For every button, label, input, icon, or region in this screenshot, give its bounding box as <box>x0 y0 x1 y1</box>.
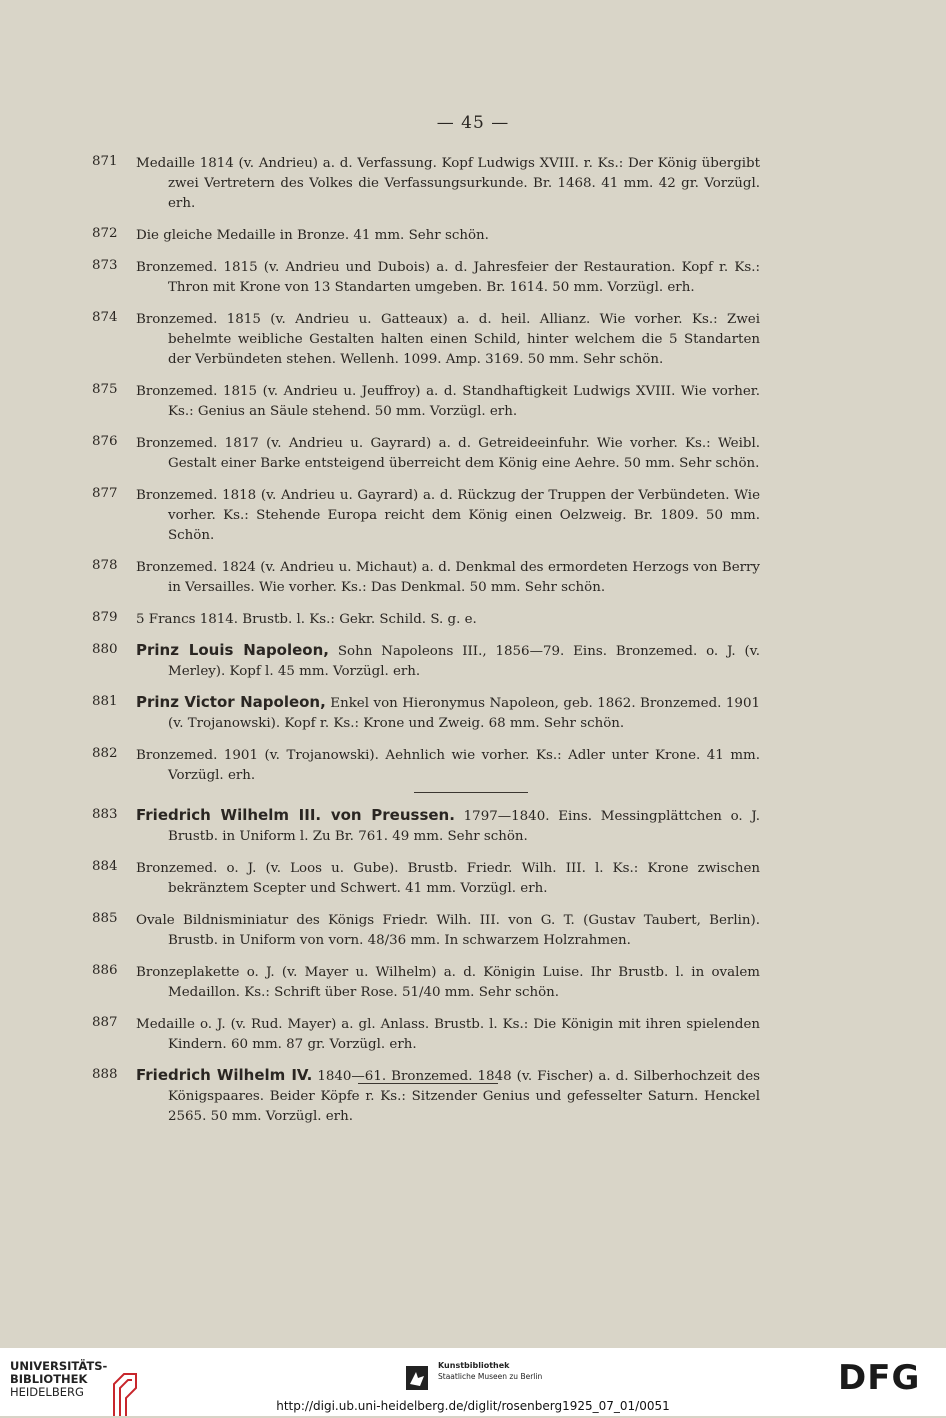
entry-heading: Friedrich Wilhelm III. von Preussen. <box>136 806 455 824</box>
entry-number: 888 <box>92 1067 118 1082</box>
catalog-entry <box>92 640 760 682</box>
entry-text: 1797—1840. Eins. Messingplättchen o. J. Brustb. in Uniform l. Zu Br. 761. 49 mm. Sehr schön. <box>168 809 760 844</box>
entry-text: Bronzeplakette o. J. (v. Mayer u. Wilhelm) a. d. Königin Luise. Ihr Brustb. l. in ovalem Medaillon. Ks.: Schrift über Rose. 51/40 mm. Sehr schön. <box>136 965 760 1000</box>
entry-number: 879 <box>92 610 118 625</box>
entry-number: 877 <box>92 486 118 501</box>
entry-text: Bronzemed. 1824 (v. Andrieu u. Michaut) a. d. Denkmal des ermordeten Herzogs von Berry in Versailles. Wie vorher. Ks.: Das Denkmal. 50 mm. Sehr schön. <box>136 560 760 595</box>
entry-heading: Prinz Louis Napoleon, <box>136 641 329 659</box>
entry-text: Bronzemed. 1818 (v. Andrieu u. Gayrard) a. d. Rückzug der Truppen der Verbündeten. Wie vorher. Ks.: Stehende Europa reicht dem König einen Oelzweig. Br. 1809. 50 mm. Schön. <box>136 488 760 543</box>
entry-number: 876 <box>92 434 118 449</box>
entry-number: 872 <box>92 226 118 241</box>
catalog-entry <box>92 224 760 246</box>
entry-number: 884 <box>92 859 118 874</box>
entry-heading: Friedrich Wilhelm IV. <box>136 1066 313 1084</box>
page-number: — 45 — <box>436 113 510 133</box>
entry-number: 885 <box>92 911 118 926</box>
entry-text: Sohn Napoleons III., 1856—79. Eins. Bronzemed. o. J. (v. Merley). Kopf l. 45 mm. Vorzügl. erh. <box>168 644 761 679</box>
entry-number: 874 <box>92 310 118 325</box>
kunstbibliothek-mark-icon <box>404 1364 430 1392</box>
catalog-entry <box>92 432 760 474</box>
catalog-entry <box>92 152 760 214</box>
entry-number: 887 <box>92 1015 118 1030</box>
ub-logo-line: UNIVERSITÄTS- <box>10 1359 108 1373</box>
catalog-entry <box>92 556 760 598</box>
catalog-entry <box>92 308 760 370</box>
entry-text: Die gleiche Medaille in Bronze. 41 mm. Sehr schön. <box>136 228 489 243</box>
entry-number: 875 <box>92 382 118 397</box>
entry-text: Ovale Bildnisminiatur des Königs Friedr. Wilh. III. von G. T. (Gustav Taubert, Berlin). Brustb. in Uniform von vorn. 48/36 mm. In schwarzem Holzrahmen. <box>136 913 760 948</box>
entry-text: Enkel von Hieronymus Napoleon, geb. 1862. Bronzemed. 1901 (v. Trojanowski). Kopf r. Ks.: Krone und Zweig. 68 mm. Sehr schön. <box>168 696 760 731</box>
catalog-entry <box>92 1065 760 1127</box>
end-divider <box>358 1083 498 1084</box>
entry-text: Medaille 1814 (v. Andrieu) a. d. Verfassung. Kopf Ludwigs XVIII. r. Ks.: Der König übergibt zwei Vertretern des Volkes die Verfassungsurkunde. Br. 1468. 41 mm. 42 gr. Vorzügl. erh. <box>136 156 760 211</box>
digitization-footer <box>0 1348 946 1416</box>
entry-number: 886 <box>92 963 118 978</box>
entry-text: Bronzemed. 1815 (v. Andrieu und Dubois) a. d. Jahresfeier der Restauration. Kopf r. Ks.: Thron mit Krone von 13 Standarten umgeben. Br. 1614. 50 mm. Vorzügl. erh. <box>136 260 760 295</box>
entry-number: 871 <box>92 154 118 169</box>
catalog-entry <box>92 484 760 546</box>
catalog-entry <box>92 744 760 786</box>
dfg-logo: DFG <box>838 1358 921 1398</box>
ub-heidelberg-logo <box>10 1360 107 1399</box>
kunstbibliothek-subtitle: Staatliche Museen zu Berlin <box>438 1372 543 1381</box>
entry-number: 883 <box>92 807 118 822</box>
catalog-entry <box>92 805 760 847</box>
kunstbibliothek-name: Kunstbibliothek <box>438 1361 510 1370</box>
ub-logo-line: BIBLIOTHEK <box>10 1372 88 1386</box>
catalog-entry <box>92 608 760 630</box>
source-url[interactable]: http://digi.ub.uni-heidelberg.de/diglit/rosenberg1925_07_01/0051 <box>276 1399 670 1413</box>
entry-number: 878 <box>92 558 118 573</box>
entry-text: Bronzemed. 1901 (v. Trojanowski). Aehnlich wie vorher. Ks.: Adler unter Krone. 41 mm. Vorzügl. erh. <box>136 748 760 783</box>
catalog-entry <box>92 692 760 734</box>
catalog-entry <box>92 256 760 298</box>
entry-number: 882 <box>92 746 118 761</box>
entry-text: Medaille o. J. (v. Rud. Mayer) a. gl. Anlass. Brustb. l. Ks.: Die Königin mit ihren spielenden Kindern. 60 mm. 87 gr. Vorzügl. erh. <box>136 1017 760 1052</box>
entry-text: Bronzemed. 1817 (v. Andrieu u. Gayrard) a. d. Getreideeinfuhr. Wie vorher. Ks.: Weibl. Gestalt einer Barke entsteigend überreicht dem König eine Aehre. 50 mm. Sehr schön. <box>136 436 760 471</box>
catalog-entries <box>92 152 760 1137</box>
catalog-entry <box>92 857 760 899</box>
entry-text: Bronzemed. 1815 (v. Andrieu u. Gatteaux) a. d. heil. Allianz. Wie vorher. Ks.: Zwei behelmte weibliche Gestalten halten einen Schild, hinter welchem die 5 Standarten der Verbündeten stehen. Wellenh. 1099. Amp. 3169. 50 mm. Sehr schön. <box>136 312 760 367</box>
entry-number: 880 <box>92 642 118 657</box>
catalog-entry <box>92 380 760 422</box>
entry-text: Bronzemed. 1815 (v. Andrieu u. Jeuffroy) a. d. Standhaftigkeit Ludwigs XVIII. Wie vorher. Ks.: Genius an Säule stehend. 50 mm. Vorzügl. erh. <box>136 384 760 419</box>
entry-text: Bronzemed. o. J. (v. Loos u. Gube). Brustb. Friedr. Wilh. III. l. Ks.: Krone zwischen bekränztem Scepter und Schwert. 41 mm. Vorzügl. erh. <box>136 861 760 896</box>
ub-logo-line: HEIDELBERG <box>10 1385 84 1399</box>
entry-text: 1840—61. Bronzemed. 1848 (v. Fischer) a. d. Silberhochzeit des Königspaares. Beider Köpfe r. Ks.: Sitzender Genius und gefesselter Saturn. Henckel 2565. 50 mm. Vorzügl. erh. <box>168 1069 760 1124</box>
entry-heading: Prinz Victor Napoleon, <box>136 693 326 711</box>
section-divider <box>414 792 528 793</box>
catalog-entry <box>92 1013 760 1055</box>
entry-text: 5 Francs 1814. Brustb. l. Ks.: Gekr. Schild. S. g. e. <box>136 612 477 627</box>
entry-number: 881 <box>92 694 118 709</box>
entry-number: 873 <box>92 258 118 273</box>
catalog-entry <box>92 909 760 951</box>
catalog-entry <box>92 961 760 1003</box>
